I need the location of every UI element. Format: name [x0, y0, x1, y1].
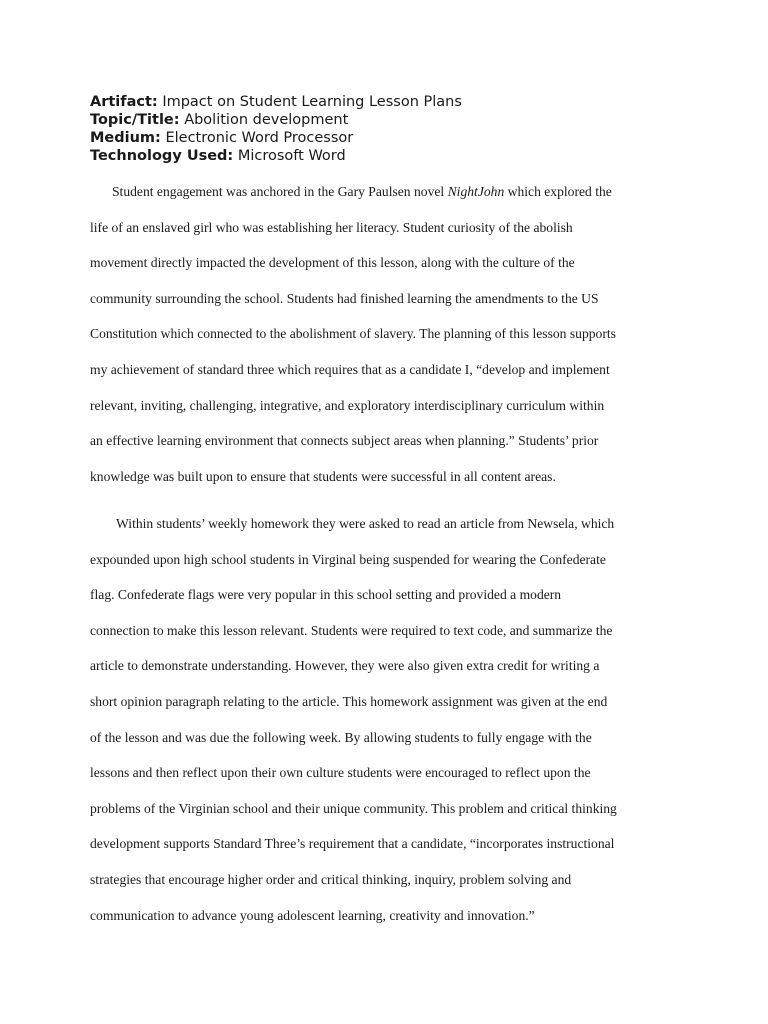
technology-line [90, 147, 710, 165]
paragraph-2-line: strategies that encourage higher order and critical thinking, inquiry, problem solving and [90, 871, 572, 887]
paragraph-2-line: development supports Standard Three’s requirement that a candidate, “incorporates instructional [90, 836, 615, 852]
paragraph-2-line: Within students’ weekly homework they were asked to read an article from Newsela, which [116, 516, 615, 531]
paragraph-2-line: flag. Confederate flags were very popular in this school setting and provided a modern [90, 587, 562, 603]
paragraph-1-line [90, 174, 682, 210]
medium-label: Medium: [90, 130, 161, 146]
paragraph-2-line: expounded upon high school students in Virginal being suspended for wearing the Confederate [90, 551, 606, 567]
paragraph-2-line: short opinion paragraph relating to the article. This homework assignment was given at the end [90, 693, 608, 709]
medium-line [90, 129, 710, 147]
topic-label: Topic/Title: [90, 112, 180, 128]
paragraph-1-line: an effective learning environment that connects subject areas when planning.” Students’ prior [90, 433, 599, 449]
artifact-value: Impact on Student Learning Lesson Plans [162, 94, 462, 110]
paragraph-1-line: life of an enslaved girl who was establishing her literacy. Student curiosity of the abolish [90, 219, 573, 235]
paragraph-1-line: my achievement of standard three which requires that as a candidate I, “develop and implement [90, 361, 610, 377]
paragraph-1-line: community surrounding the school. Students had finished learning the amendments to the US [90, 290, 599, 306]
medium-value: Electronic Word Processor [165, 130, 354, 146]
technology-label: Technology Used: [90, 148, 234, 164]
paragraph-2-line: article to demonstrate understanding. However, they were also given extra credit for writing a [90, 658, 600, 674]
paragraph-1-line: movement directly impacted the development of this lesson, along with the culture of the [90, 255, 575, 271]
paragraph-1-line: knowledge was built upon to ensure that students were successful in all content areas. [90, 468, 556, 484]
paragraph-1-line-1-post: which explored the [504, 184, 612, 199]
paragraph-2-line: communication to advance young adolescent learning, creativity and innovation.” [90, 907, 535, 923]
paragraph-2-line: problems of the Virginian school and their unique community. This problem and critical thinking [90, 800, 617, 816]
technology-value: Microsoft Word [237, 148, 346, 164]
artifact-line [90, 93, 710, 111]
paragraph-2-line: connection to make this lesson relevant. Students were required to text code, and summarize the [90, 622, 613, 638]
paragraph-2-line: of the lesson and was due the following week. By allowing students to fully engage with the [90, 729, 592, 745]
paragraph-2 [90, 506, 682, 933]
paragraph-1-line: Constitution which connected to the abolishment of slavery. The planning of this lesson supports [90, 326, 616, 342]
paragraph-1-line-1-pre: Student engagement was anchored in the Gary Paulsen novel [112, 184, 448, 199]
paragraph-1-line: relevant, inviting, challenging, integrative, and exploratory interdisciplinary curriculum within [90, 397, 605, 413]
novel-title: NightJohn [447, 184, 505, 199]
paragraph-2-line: lessons and then reflect upon their own culture students were encouraged to reflect upon the [90, 765, 591, 781]
topic-value: Abolition development [184, 112, 349, 128]
artifact-header [90, 93, 710, 165]
artifact-label: Artifact: [90, 94, 158, 110]
topic-line [90, 111, 710, 129]
paragraph-1 [90, 174, 682, 494]
